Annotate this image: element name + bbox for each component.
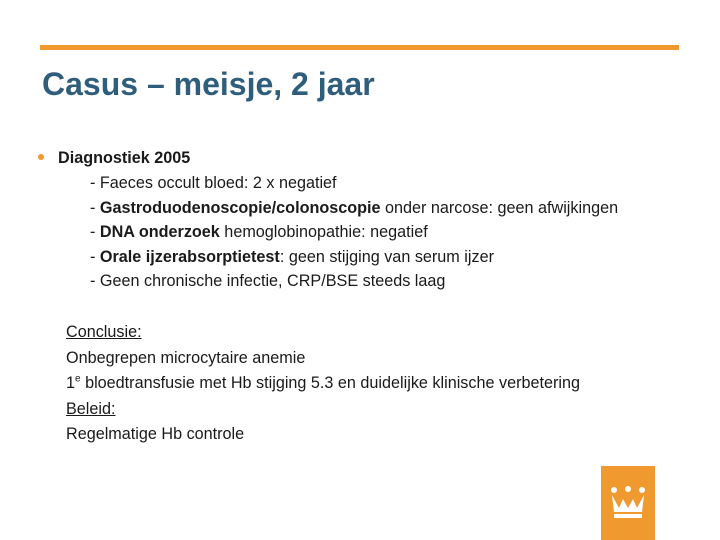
list-item-text: : geen stijging van serum ijzer [279, 247, 494, 266]
bullet-heading-line [38, 146, 190, 171]
list-item-dash: - [90, 272, 100, 291]
slide-title: Casus – meisje, 2 jaar [42, 66, 375, 102]
transfusion-text: bloedtransfusie met Hb stijging 5.3 en duidelijke klinische verbetering [80, 374, 580, 392]
list-item-text: onder narcose: geen afwijkingen [380, 198, 619, 217]
title-divider [40, 45, 679, 50]
list-item [90, 171, 618, 196]
list-item-text: Faeces occult bloed: 2 x negatief [99, 174, 337, 192]
list-item [90, 269, 618, 294]
list-item-bold: Orale ijzerabsorptietest [99, 247, 280, 266]
diagnostics-list [90, 171, 618, 294]
transfusion-line [66, 371, 580, 397]
crown-icon [610, 486, 646, 520]
transfusion-ordinal: e [75, 373, 81, 385]
list-item-text: hemoglobinopathie: negatief [219, 223, 428, 242]
list-item-bold: DNA onderzoek [99, 223, 220, 242]
list-item [90, 245, 618, 270]
list-item-dash: - [90, 174, 100, 192]
conclusion-label: Conclusie: [66, 323, 142, 341]
bullet-heading: Diagnostiek 2005 [58, 149, 191, 167]
list-item-dash: - [90, 223, 100, 242]
list-item-text: Geen chronische infectie, CRP/BSE steeds laag [99, 272, 446, 291]
list-item [90, 196, 618, 221]
transfusion-number: 1 [66, 374, 76, 392]
conclusion-line: Onbegrepen microcytaire anemie [66, 348, 306, 367]
list-item-dash: - [90, 247, 100, 266]
policy-text: Regelmatige Hb controle [66, 425, 245, 443]
list-item-bold: Gastroduodenoscopie/colonoscopie [99, 198, 381, 217]
list-item-dash: - [90, 198, 100, 217]
bullet-dot-icon [38, 154, 44, 160]
policy-label: Beleid: [66, 399, 116, 418]
conclusion-block [66, 320, 580, 448]
logo-box [601, 466, 655, 540]
list-item [90, 220, 618, 245]
